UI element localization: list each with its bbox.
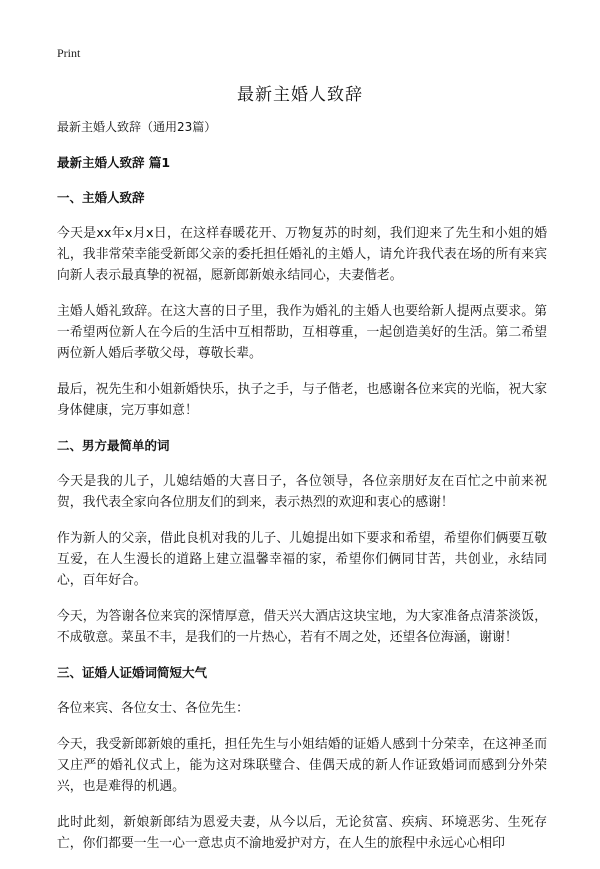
paragraph: 此时此刻，新娘新郎结为恩爱夫妻，从今以后，无论贫富、疾病、环境恶劣、生死存亡，你们都要一生一心一意忠贞不渝地爱护对方，在人生的旅程中永远心心相印	[57, 815, 547, 851]
page-title: 最新主婚人致辞	[237, 85, 363, 105]
section-heading: 二、男方最简单的词	[57, 438, 170, 453]
document-body	[57, 118, 547, 869]
paragraph: 今天是xx年x月x日，在这样春暖花开、万物复苏的时刻，我们迎来了先生和小姐的婚礼，我非常荣幸能受新郎父亲的委托担任婚礼的主婚人，请允许我代表在场的所有来宾向新人表示最真挚的祝福，愿新郎新娘永结同心，夫妻偕老。	[57, 226, 547, 283]
document-subtitle: 最新主婚人致辞（通用23篇）	[57, 120, 217, 134]
part-heading: 最新主婚人致辞 篇1	[57, 155, 171, 170]
print-label[interactable]: Print	[57, 46, 81, 60]
paragraph: 主婚人婚礼致辞。在这大喜的日子里，我作为婚礼的主婚人也要给新人提两点要求。第一希望两位新人在今后的生活中互相帮助，互相尊重，一起创造美好的生活。第二希望两位新人婚后孝敬父母，尊敬长辈。	[57, 304, 547, 361]
section-heading: 三、证婚人证婚词简短大气	[57, 665, 208, 680]
paragraph: 今天，为答谢各位来宾的深情厚意，借天兴大酒店这块宝地，为大家准备点清茶淡饭，不成敬意。菜虽不丰，是我们的一片热心，若有不周之处，还望各位海涵，谢谢！	[57, 609, 547, 645]
paragraph: 今天是我的儿子，儿媳结婚的大喜日子，各位领导，各位亲朋好友在百忙之中前来祝贺，我代表全家向各位朋友们的到来，表示热烈的欢迎和衷心的感谢！	[57, 474, 547, 510]
paragraph: 最后，祝先生和小姐新婚快乐，执子之手，与子偕老，也感谢各位来宾的光临，祝大家身体健康，完万事如意！	[57, 382, 547, 418]
paragraph: 今天，我受新郎新娘的重托，担任先生与小姐结婚的证婚人感到十分荣幸，在这神圣而又庄严的婚礼仪式上，能为这对珠联璧合、佳偶天成的新人作证致婚词而感到分外荣兴，也是难得的机遇。	[57, 737, 547, 794]
paragraph: 各位来宾、各位女士、各位先生：	[57, 701, 249, 716]
section-1	[57, 188, 547, 421]
paragraph: 作为新人的父亲，借此良机对我的儿子、儿媳提出如下要求和希望，希望你们俩要互敬互爱，在人生漫长的道路上建立温馨幸福的家，希望你们俩同甘苦，共创业，永结同心，百年好合。	[57, 531, 547, 588]
section-heading: 一、主婚人致辞	[57, 190, 145, 205]
section-3	[57, 663, 547, 854]
section-2	[57, 436, 547, 648]
